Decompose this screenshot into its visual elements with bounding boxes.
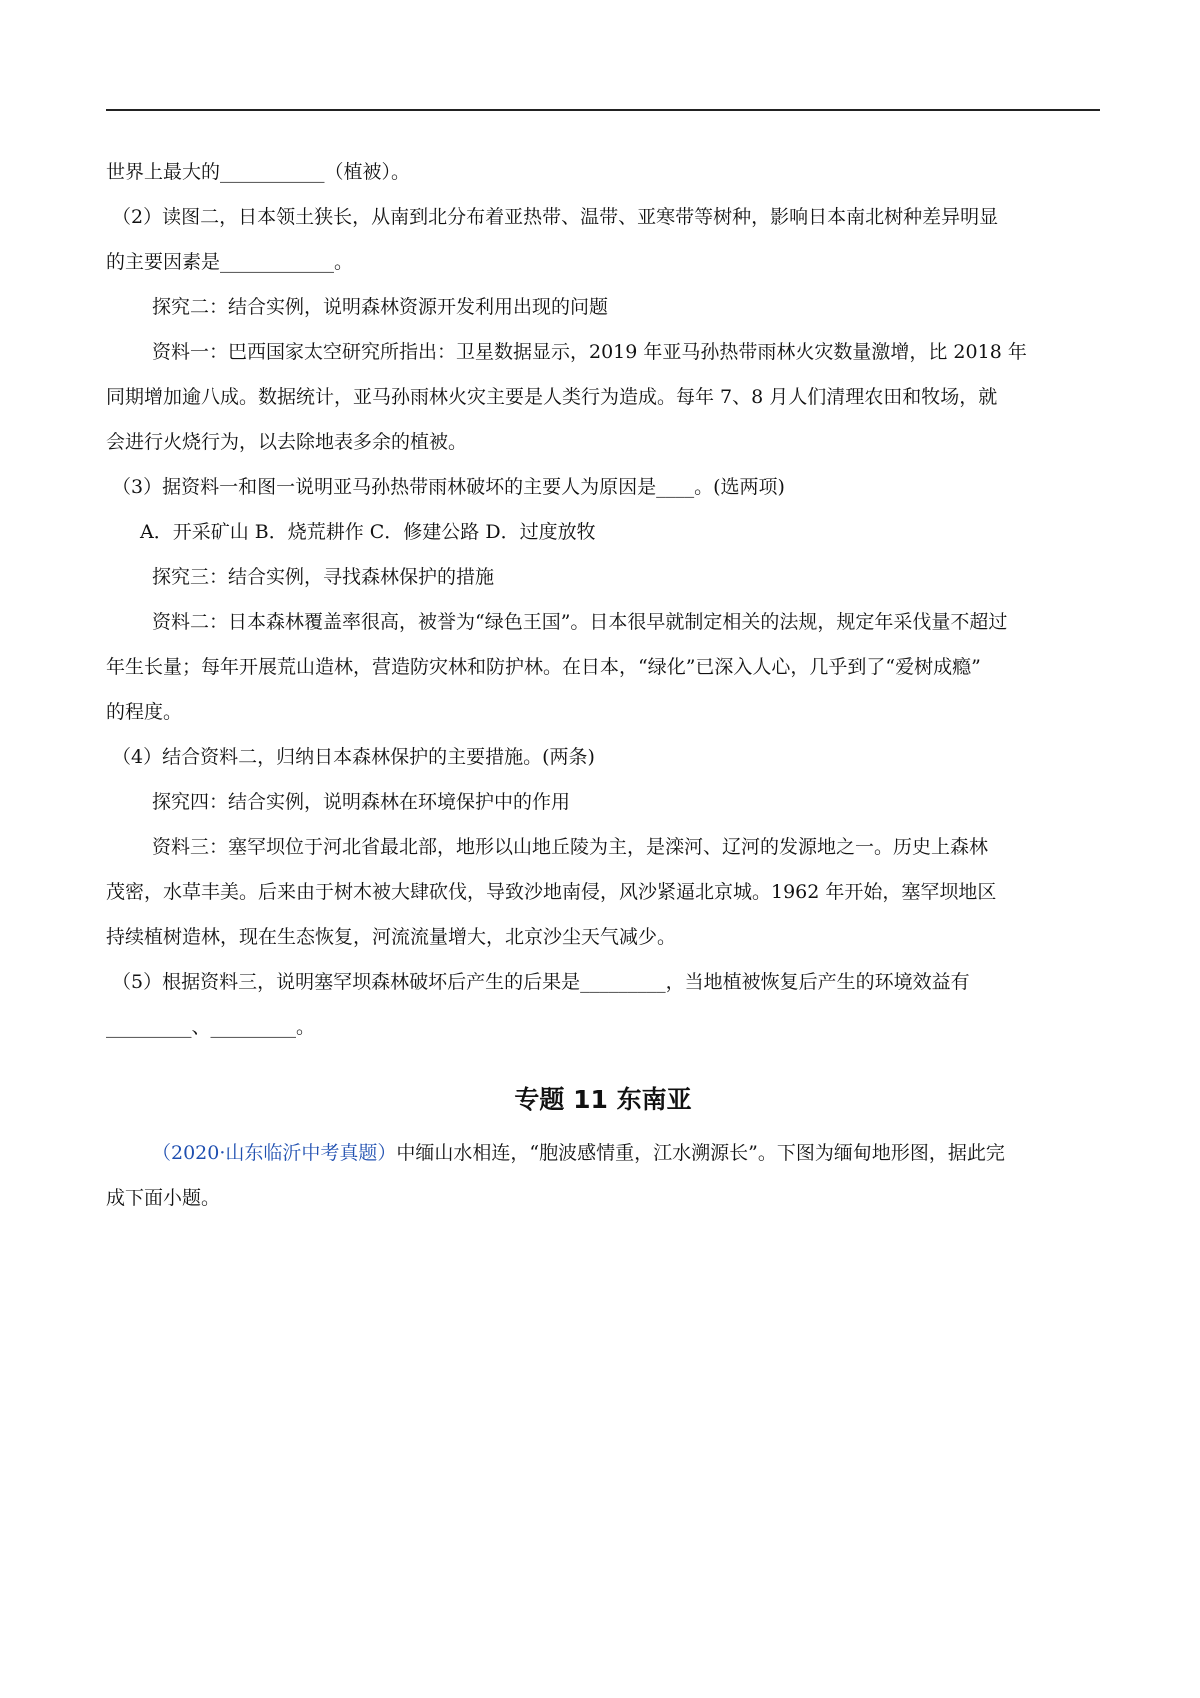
text-line: 的程度。 xyxy=(106,701,183,723)
text-line: 持续植树造林，现在生态恢复，河流流量增大，北京沙尘天气减少。 xyxy=(106,926,677,948)
question-text-cont: 成下面小题。 xyxy=(106,1187,221,1209)
question-5: （5）根据资料三，说明塞罕坝森林破坏后产生的后果是_________，当地植被恢复后产生的环境效益有 xyxy=(112,971,970,993)
inquiry-4-heading: 探究四：结合实例，说明森林在环境保护中的作用 xyxy=(152,791,571,813)
text-line: 茂密，水草丰美。后来由于树木被大肆砍伐，导致沙地南侵，风沙紧逼北京城。1962 年开始，塞罕坝地区 xyxy=(106,881,997,903)
text-line: 世界上最大的___________（植被）。 xyxy=(106,161,411,183)
text-line: 同期增加逾八成。数据统计，亚马孙雨林火灾主要是人类行为造成。每年 7、8 月人们清理农田和牧场，就 xyxy=(106,386,998,408)
question-2: （2）读图二，日本领土狭长，从南到北分布着亚热带、温带、亚寒带等树种，影响日本南北树种差异明显 xyxy=(112,206,999,228)
document-body xyxy=(106,150,1100,1221)
material-3: 资料三：塞罕坝位于河北省最北部，地形以山地丘陵为主，是滦河、辽河的发源地之一。历史上森林 xyxy=(152,836,989,858)
material-2: 资料二：日本森林覆盖率很高，被誉为“绿色王国”。日本很早就制定相关的法规，规定年采伐量不超过 xyxy=(152,611,1008,633)
text-line: _________、_________。 xyxy=(106,1016,316,1038)
question-3: （3）据资料一和图一说明亚马孙热带雨林破坏的主要人为原因是____。(选两项) xyxy=(112,476,785,498)
question-3-options: A．开采矿山 B．烧荒耕作 C．修建公路 D．过度放牧 xyxy=(140,521,596,543)
question-text: 中缅山水相连，“胞波感情重，江水溯源长”。下图为缅甸地形图，据此完 xyxy=(396,1142,1005,1164)
question-source-link[interactable]: （2020·山东临沂中考真题） xyxy=(152,1142,397,1164)
section-title: 专题 11 东南亚 xyxy=(514,1085,692,1114)
inquiry-2-heading: 探究二：结合实例，说明森林资源开发利用出现的问题 xyxy=(152,296,609,318)
inquiry-3-heading: 探究三：结合实例，寻找森林保护的措施 xyxy=(152,566,495,588)
text-line: 会进行火烧行为，以去除地表多余的植被。 xyxy=(106,431,468,453)
question-intro xyxy=(106,1131,1100,1176)
material-1: 资料一：巴西国家太空研究所指出：卫星数据显示，2019 年亚马孙热带雨林火灾数量激增，比 2018 年 xyxy=(152,341,1027,363)
text-line: 年生长量；每年开展荒山造林，营造防灾林和防护林。在日本，“绿化”已深入人心，几乎到了“爱树成瘾” xyxy=(106,656,981,678)
header-rule xyxy=(106,109,1100,111)
text-line: 的主要因素是____________。 xyxy=(106,251,354,273)
question-4: （4）结合资料二，归纳日本森林保护的主要措施。(两条) xyxy=(112,746,595,768)
